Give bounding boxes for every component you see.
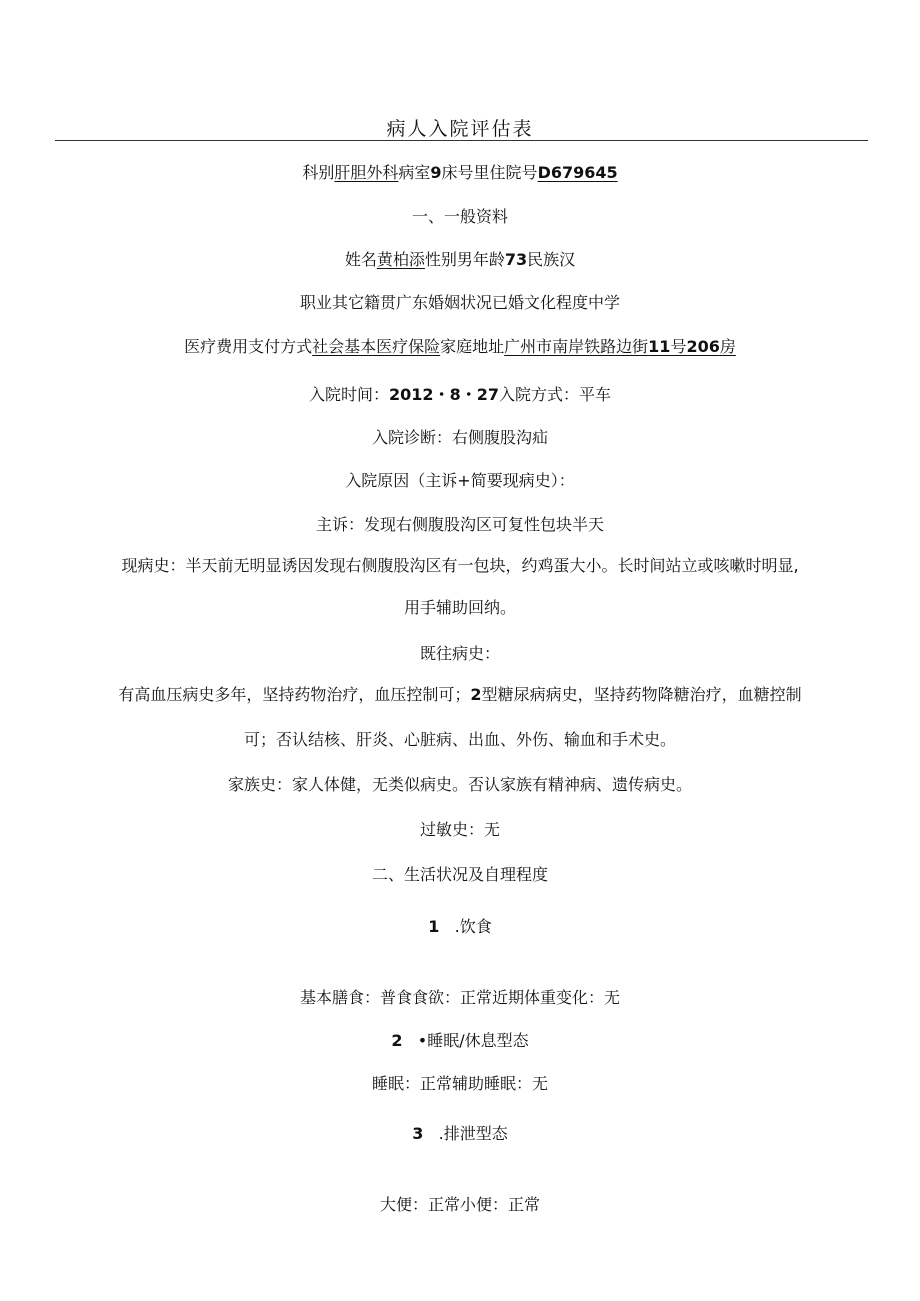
present-illness-line1: 现病史：半天前无明显诱因发现右侧腹股沟区有一包块，约鸡蛋大小。长时间站立或咳嗽时明显,	[121, 556, 799, 575]
sleep-number: 2	[391, 1031, 403, 1050]
address-room-number: 206	[686, 337, 720, 356]
patient-age: 73	[504, 250, 528, 269]
past-history-heading: 既往病史：	[419, 644, 500, 663]
payment-label: 医疗费用支付方式	[184, 337, 313, 356]
excretion-heading	[40, 1123, 880, 1145]
home-address	[504, 337, 736, 356]
admission-mode: 入院方式：平车	[498, 385, 611, 404]
ethnicity: 民族汉	[527, 250, 576, 269]
chief-complaint: 主诉：发现右侧腹股沟区可复性包块半天	[315, 515, 604, 534]
address-number: 11	[648, 337, 671, 356]
title-divider	[55, 140, 868, 141]
diet-title: .饮食	[454, 917, 492, 936]
payment-line	[40, 336, 880, 358]
bed-number: 9	[430, 163, 442, 182]
name-label: 姓名	[344, 250, 377, 269]
occupation-line: 职业其它籍贯广东婚姻状况已婚文化程度中学	[299, 293, 620, 312]
address-label: 家庭地址	[440, 337, 505, 356]
address-room: 房	[719, 337, 736, 356]
present-illness-line2: 用手辅助回纳。	[403, 598, 516, 617]
sleep-heading	[40, 1030, 880, 1052]
patient-line	[40, 249, 880, 271]
section2-heading: 二、生活状况及自理程度	[371, 865, 548, 884]
dept-value: 肝胆外科	[334, 163, 399, 182]
address-street: 广州市南岸铁路边街	[504, 337, 649, 356]
past-history-line1	[40, 684, 880, 706]
allergy-history: 过敏史：无	[419, 820, 500, 839]
patient-name: 黄柏添	[376, 250, 425, 269]
admission-diagnosis: 入院诊断：右侧腹股沟疝	[371, 428, 548, 447]
sex-age-label: 性别男年龄	[424, 250, 505, 269]
excretion-number: 3	[412, 1124, 424, 1143]
admission-time-label: 入院时间：	[309, 385, 390, 404]
form-title: 病人入院评估表	[386, 118, 534, 140]
sleep-detail: 睡眠：正常辅助睡眠：无	[371, 1074, 548, 1093]
admission-reason-heading: 入院原因（主诉+简要现病史）：	[345, 471, 575, 490]
sleep-title: •睡眠/休息型态	[417, 1031, 529, 1050]
address-unit: 号	[670, 337, 687, 356]
bed-label: 床号里住院号	[441, 163, 538, 182]
excretion-detail: 大便：正常小便：正常	[379, 1195, 540, 1214]
diabetes-type-number: 2	[470, 685, 482, 704]
admission-number: D679645	[537, 163, 618, 182]
admission-date: 2012・8・27	[389, 385, 499, 404]
past-history-line2: 可；否认结核、肝炎、心脏病、出血、外伤、输血和手术史。	[243, 730, 676, 749]
ward-label: 病室	[398, 163, 431, 182]
diet-heading	[40, 916, 880, 938]
dept-label: 科别	[302, 163, 335, 182]
family-history: 家族史：家人体健，无类似病史。否认家族有精神病、遗传病史。	[227, 775, 692, 794]
header-line	[40, 162, 880, 184]
past-history-hypertension: 有高血压病史多年，坚持药物治疗，血压控制可；	[118, 685, 471, 704]
diet-detail: 基本膳食：普食食欲：正常近期体重变化：无	[299, 988, 620, 1007]
section1-heading: 一、一般资料	[411, 207, 508, 226]
past-history-diabetes: 型糖尿病病史，坚持药物降糖治疗，血糖控制	[481, 685, 802, 704]
excretion-title: .排泄型态	[438, 1124, 508, 1143]
payment-method: 社会基本医疗保险	[312, 337, 441, 356]
admission-time-line	[40, 384, 880, 406]
diet-number: 1	[428, 917, 440, 936]
